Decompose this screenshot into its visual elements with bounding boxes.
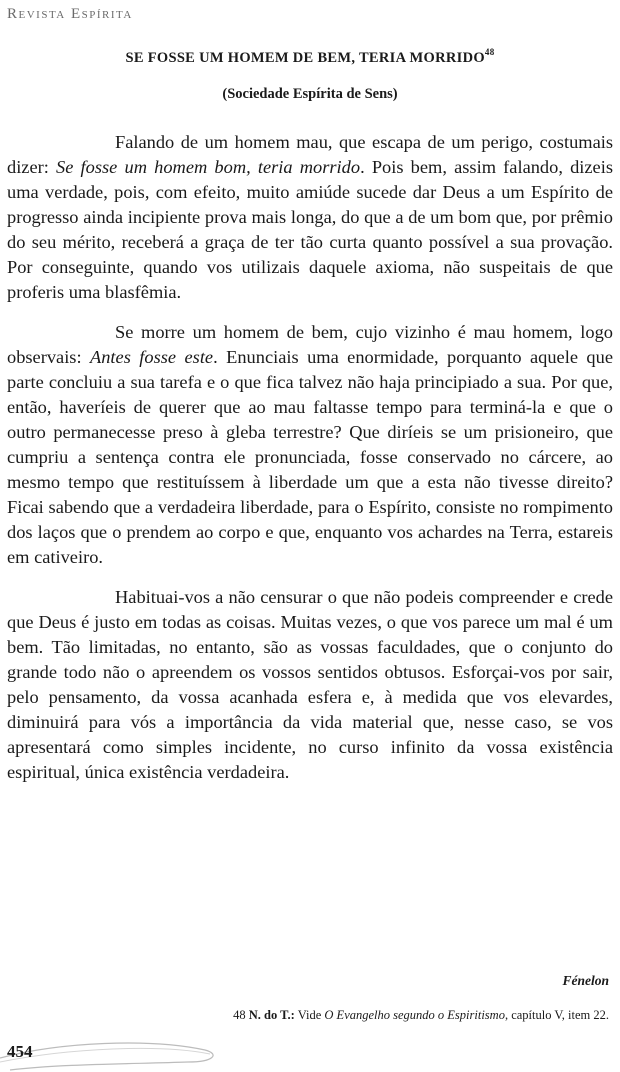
decorative-swoosh — [0, 1028, 240, 1072]
footnote-reference[interactable]: 48 — [484, 47, 495, 57]
page-number: 454 — [7, 1042, 33, 1061]
quoted-phrase: Se fosse um homem bom, teria morrido — [56, 157, 361, 177]
footnote-number: 48 — [233, 1008, 246, 1022]
article-body — [7, 130, 613, 800]
paragraph-2: Se morre um homem de bem, cujo vizinho é mau homem, logo observais: Antes fosse este. Enunciais uma enormidade, porquanto aquele que parte concluiu a sua tarefa e o que fica talvez não haja principiado a sua. Por que, então, haveríeis de querer que ao mau faltasse tempo para terminá-la e que o outro permanecesse preso à gleba terrestre? Que diríeis se um prisioneiro, que cumpriu a sentença contra ele pronunciada, fosse conservado no cárcere, ao mesmo tempo que restituíssem à liberdade um que a esta não tivesse direito? Ficai sabendo que a verdadeira liberdade, para o Espírito, consiste no rompimento dos laços que o prendem ao corpo e que, enquanto vos achardes na Terra, estareis em cativeiro. — [7, 322, 613, 567]
footnote: 48 N. do T.: Vide O Evangelho segundo o Espiritismo, capítulo V, item 22. — [233, 1008, 609, 1022]
article-subtitle: (Sociedade Espírita de Sens) — [222, 86, 398, 102]
paragraph-1: Falando de um homem mau, que escapa de um perigo, costumais dizer: Se fosse um homem bom, teria morrido. Pois bem, assim falando, dizeis uma verdade, pois, com efeito, muito amiúde sucede dar Deus a um Espírito de progresso ainda incipiente prova mais longa, do que a de um bom que, por prêmio do seu mérito, receberá a graça de ter tão curta quanto possível a sua provação. Por conseguinte, quando vos utilizais daquele axioma, não suspeitais de que proferis uma blasfêmia. — [7, 132, 613, 302]
quoted-phrase: Antes fosse este — [90, 347, 214, 367]
author-signature: Fénelon — [562, 973, 609, 988]
article-title — [0, 47, 620, 67]
article-title-text: SE FOSSE UM HOMEM DE BEM, TERIA MORRIDO — [125, 50, 485, 66]
paragraph-3: Habituai-vos a não censurar o que não podeis compreender e crede que Deus é justo em todas as coisas. Muitas vezes, o que vos parece um mal é um bem. Tão limitadas, no entanto, são as vossas faculdades, que o conjunto do grande todo não o apreendem os vossos sentidos obtusos. Esforçai-vos por sair, pelo pensamento, da vossa acanhada esfera e, à medida que vos elevardes, diminuirá para vós a importância da vida material que, nesse caso, se vos apresentará como simples incidente, no curso infinito da vossa existência espiritual, única existência verdadeira. — [7, 587, 613, 782]
book-title: O Evangelho segundo o Espiritismo — [324, 1008, 505, 1022]
footnote-label: N. do T.: — [248, 1008, 295, 1022]
running-header: Revista Espírita — [7, 6, 133, 22]
